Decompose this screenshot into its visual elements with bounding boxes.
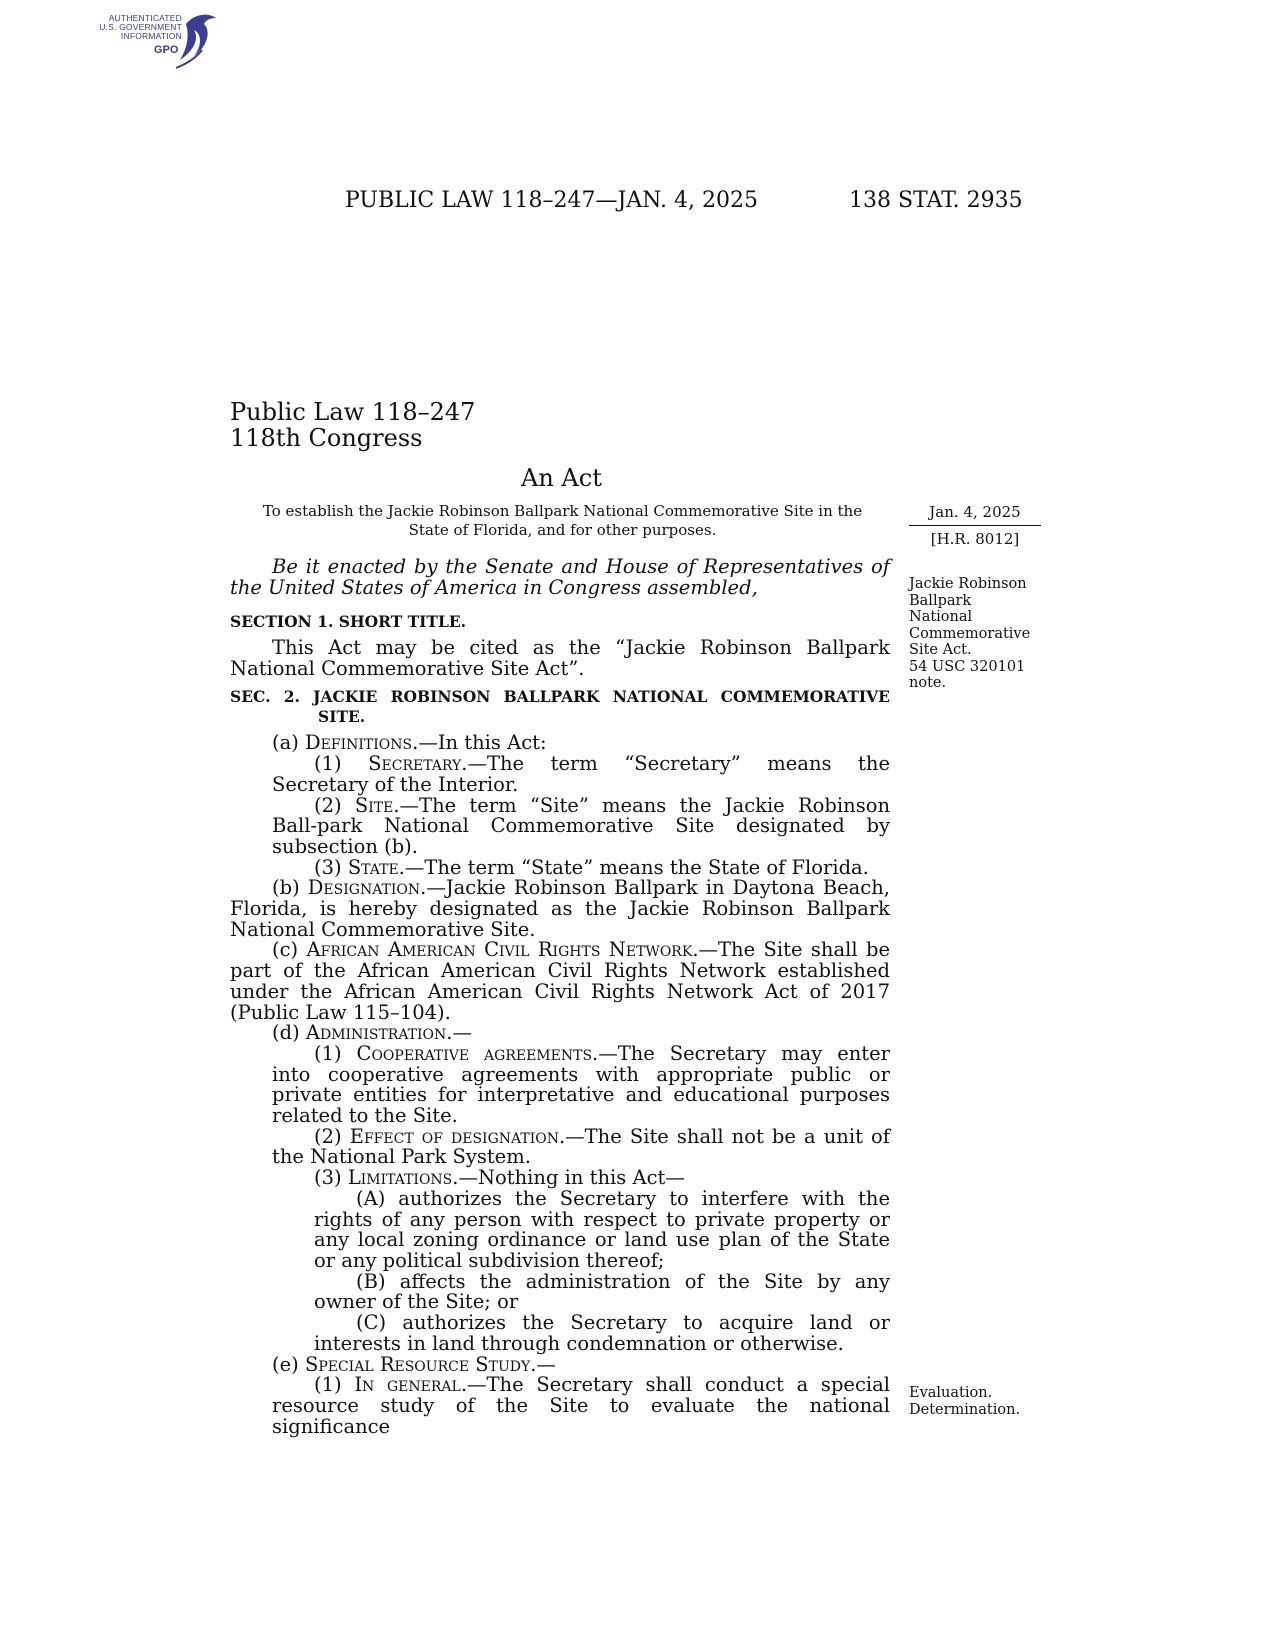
section-1-heading: SECTION 1. SHORT TITLE. [230, 612, 467, 631]
para-heading: In general [354, 1373, 461, 1397]
gpo-logo-line: INFORMATION [120, 31, 182, 41]
subsection-a [230, 733, 890, 754]
subparagraph-d3C: (C) authorizes the Secretary to acquire land or interests in land through condemnation or otherwise. [314, 1311, 890, 1355]
subsection-c [230, 940, 890, 1023]
subparagraph-d3B: (B) affects the administration of the Site by any owner of the Site; or [314, 1269, 890, 1314]
page-header-law: PUBLIC LAW 118–247—JAN. 4, 2025 [345, 188, 758, 213]
paragraph-a3 [230, 855, 890, 879]
bill-number: [H.R. 8012] [930, 530, 1020, 548]
margin-note-line: Site Act. [909, 642, 972, 658]
para-label: (1) [314, 752, 369, 776]
act-purpose: To establish the Jackie Robinson Ballpark National Commemorative Site in the State of Florida, and for other purposes. [262, 502, 863, 539]
para-label: (c) [272, 938, 307, 962]
para-label: (1) [314, 1041, 357, 1065]
law-number: Public Law 118–247 [230, 398, 476, 426]
para-label: (e) [272, 1352, 305, 1376]
gpo-logo-line: AUTHENTICATED [108, 13, 182, 23]
para-text: .—Jackie Robinson Ballpark in Daytona Beach, Florida, is hereby designated as the Jackie Robinson Ballpark National Commemorative Site. [230, 876, 890, 941]
para-text: .—The Site shall not be a unit of the National Park System. [272, 1124, 890, 1169]
para-label: (a) [272, 731, 306, 755]
para-heading: Effect of designation [349, 1124, 559, 1148]
para-label: (1) [314, 1373, 355, 1397]
para-heading: Special Resource Study [304, 1352, 531, 1376]
para-text: .— [446, 1021, 472, 1045]
subparagraph-d3A: (A) authorizes the Secretary to interfere with the rights of any person with respect to private property or any local zoning ordinance or land use plan of the State or any political subdivision thereof; [314, 1186, 890, 1272]
para-heading: Site [354, 793, 394, 817]
section-2-heading: SEC. 2. JACKIE ROBINSON BALLPARK NATIONAL COMMEMORATIVE SITE. [230, 687, 890, 727]
para-label: (3) [314, 855, 348, 879]
margin-note-short-title [909, 576, 1030, 692]
para-heading: Designation [307, 876, 421, 900]
para-heading: Limitations [347, 1166, 453, 1190]
paragraph-d2 [230, 1124, 890, 1169]
para-text: .—The Site shall be part of the African American Civil Rights Network established under the African American Civil Rights Network Act of 2017 (Public Law 115–104). [230, 938, 890, 1024]
margin-note-line: National [909, 609, 973, 625]
margin-note-evaluation [909, 1385, 1020, 1418]
para-text: .—The term “Site” means the Jackie Robinson Ball-park National Commemorative Site designated by subsection (b). [272, 793, 891, 858]
enactment-date: Jan. 4, 2025 [909, 503, 1041, 526]
gpo-logo-label: GPO [154, 44, 179, 56]
subsection-e [230, 1352, 890, 1376]
para-text: .—The Secretary may enter into cooperative agreements with appropriate public or private entities for interpretative and educational purposes related to the Site. [272, 1041, 890, 1128]
act-heading: An Act [521, 464, 602, 492]
para-label: (b) [272, 876, 308, 900]
paragraph-d1 [230, 1041, 890, 1128]
eagle-icon [172, 10, 222, 74]
para-heading: Secretary [368, 752, 462, 776]
paragraph-a1 [230, 754, 890, 795]
para-text: .—The term “Secretary” means the Secretary of the Interior. [272, 752, 890, 796]
para-label: (d) [272, 1021, 306, 1045]
subsection-b [230, 878, 890, 940]
margin-note-line: Evaluation. [909, 1385, 993, 1401]
paragraph-d3 [230, 1168, 890, 1189]
congress: 118th Congress [230, 424, 423, 452]
para-label: (2) [314, 1124, 350, 1148]
paragraph-e1 [230, 1375, 890, 1437]
section-1-text: This Act may be cited as the “Jackie Robinson Ballpark National Commemorative Site Act”. [230, 636, 890, 680]
para-heading: Administration [305, 1021, 447, 1045]
para-text: .—The Secretary shall conduct a special resource study of the Site to evaluate the national significance [272, 1373, 890, 1438]
para-text: .— [530, 1352, 556, 1376]
date-bill-box [909, 503, 1041, 548]
para-heading: Definitions [305, 731, 413, 755]
margin-note-line: Determination. [909, 1401, 1021, 1418]
page-header-stat: 138 STAT. 2935 [849, 188, 1023, 213]
para-heading: African American Civil Rights Network [306, 938, 693, 962]
margin-note-line: Jackie Robinson [909, 576, 1027, 592]
para-text: .—The term “State” means the State of Florida. [398, 855, 869, 879]
margin-note-line: 54 USC 320101 [909, 658, 1026, 675]
para-heading: State [347, 855, 399, 879]
margin-note-line: Ballpark [909, 592, 972, 609]
para-heading: Cooperative agreements [356, 1041, 593, 1065]
para-label: (3) [314, 1166, 348, 1190]
margin-note-line: Commemorative [909, 625, 1031, 642]
para-label: (2) [314, 793, 355, 817]
margin-note-line: note. [909, 675, 947, 691]
subsection-d [230, 1023, 890, 1044]
act-body [230, 556, 890, 1437]
para-text: .—Nothing in this Act— [452, 1166, 685, 1190]
gpo-logo-line: U.S. GOVERNMENT [99, 22, 182, 32]
paragraph-a2 [230, 793, 891, 858]
gpo-logo [92, 10, 222, 74]
enacting-clause: Be it enacted by the Senate and House of Representatives of the United States of America in Congress assembled, [230, 555, 890, 599]
para-text: .—In this Act: [412, 731, 547, 755]
